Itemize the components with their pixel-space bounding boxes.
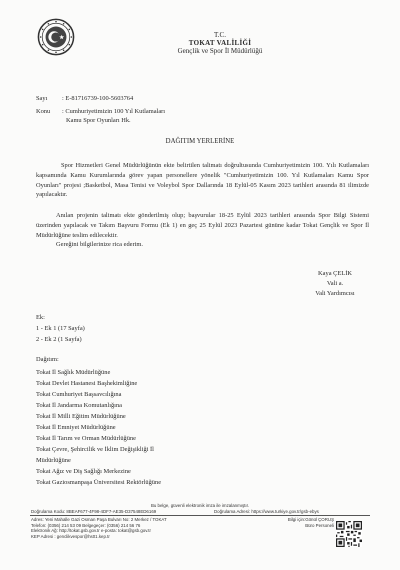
konu-label: Konu [36, 108, 51, 115]
distribution-item: Tokat Ağız ve Diş Sağlığı Merkezine [36, 468, 131, 475]
footer-email: Elektronik Ağ: http://tokat.gsb.gov.tr e-posta: tokat@gsb.gov.tr [31, 528, 151, 533]
distribution-item: Tokat Cumhuriyet Başsavcılığına [36, 391, 122, 398]
distribution-item: Tokat Çevre, Şehircilik ve İklim Değişikliği İl [36, 446, 154, 453]
qr-code-icon [336, 521, 362, 547]
konu-value-line-2: Kamu Spor Oyunları Hk. [66, 117, 131, 124]
body-paragraph-1: Spor Hizmetleri Genel Müdürlüğünün ekte belirtilen talimatı doğrultusunda Cumhuriyetimizin 100. Yılı Kutlamaları kapsamında Kamu Kurumlarında görev yapan personellere yönelik "Cumhuriyetimizin 100. Yıl Kutlamaları Kamu Spor Oyunları" projesi ;Basketbol, Masa Tenisi ve Voleybol Spor Dallarında 18 Eylül-05 Kasım 2023 tarihleri arasında 81 ilimizde yapılacaktır. [36, 162, 369, 199]
body-paragraph-3: Gereğini bilgilerinize rica ederim. [56, 241, 143, 248]
signatory-deputy: Vali a. [326, 280, 344, 287]
distribution-label: Dağıtım: [36, 356, 59, 363]
attachment-item: 1 - Ek 1 (17 Sayfa) [36, 325, 85, 332]
info-title: Büro Personeli [305, 522, 334, 528]
konu-value-line-1: : Cumhuriyetimizin 100 Yıl Kutlamaları [62, 108, 166, 115]
esign-note: Bu belge, güvenli elektronik imza ile imzalanmıştır. [150, 503, 250, 508]
attachments-label: Ek: [36, 314, 45, 321]
footer-phone: Telefon: (0356) 214 53 09 Belgegeçer: (0356) 214 56 76 [31, 522, 141, 528]
header-department: Gençlik ve Spor İl Müdürlüğü [177, 47, 263, 55]
verify-address: Doğrulama Adresi: https://www.turkiye.gov.tr/gsb-ebys [214, 508, 319, 514]
distribution-item: Tokat Devlet Hastanesi Başhekimliğine [36, 380, 138, 387]
footer-divider [30, 515, 370, 516]
header-country: T.C. [214, 31, 226, 39]
recipient-heading: DAĞITIM YERLERİNE [165, 138, 235, 145]
distribution-item: Tokat İl Tarım ve Orman Müdürlüğüne [36, 435, 136, 442]
distribution-item: Tokat İl Milli Eğitim Müdürlüğüne [36, 413, 126, 420]
header-office: TOKAT VALİLİĞİ [188, 39, 252, 47]
distribution-item: Tokat Gaziosmanpaşa Üniversitesi Rektörlüğüne [36, 479, 162, 486]
body-paragraph-2: Anılan projenin talimatı ekte gönderilmiş olup; başvurular 18-25 Eylül 2023 tarihleri arasında Spor Bilgi Sistemi üzerinden yapılacak ve Takım Başvuru Formu (Ek 1) en geç 25 Eylül 2023 Pazartesi gününe kadar Tokat Gençlik ve Spor İl Müdürlüğüne teslim edilecektir. [36, 212, 369, 239]
footer-kep: KEP Adresi : genclikvespor@hs01.kep.tr [31, 533, 110, 539]
distribution-item: Tokat İl Emniyet Müdürlüğüne [36, 424, 116, 431]
signatory-title: Vali Yardımcısı [315, 290, 355, 297]
ministry-logo-icon [37, 18, 75, 56]
sayi-value: : E-81716739-100-5603764 [62, 95, 134, 102]
attachment-item: 2 - Ek 2 (1 Sayfa) [36, 336, 82, 343]
footer-address: Adres: Yeni Mahalle Gazi Osman Paşa Bulvarı No: 2 Merkez / TOKAT [31, 517, 167, 522]
signatory-name: Kaya ÇELİK [318, 270, 352, 277]
info-person: Bilgi için:Gönül ÇORUŞ [287, 517, 334, 522]
distribution-list [36, 369, 161, 490]
distribution-item: Müdürlüğüne [36, 457, 71, 464]
sayi-label: Sayı [36, 95, 48, 102]
verify-code: Doğrulama Kodu: 8BEAF677-4F98-4DF7-AE35-D37548ED6169 [31, 508, 157, 514]
distribution-item: Tokat İl Sağlık Müdürlüğüne [36, 369, 111, 376]
distribution-item: Tokat İl Jandarma Komutanlığına [36, 402, 122, 409]
